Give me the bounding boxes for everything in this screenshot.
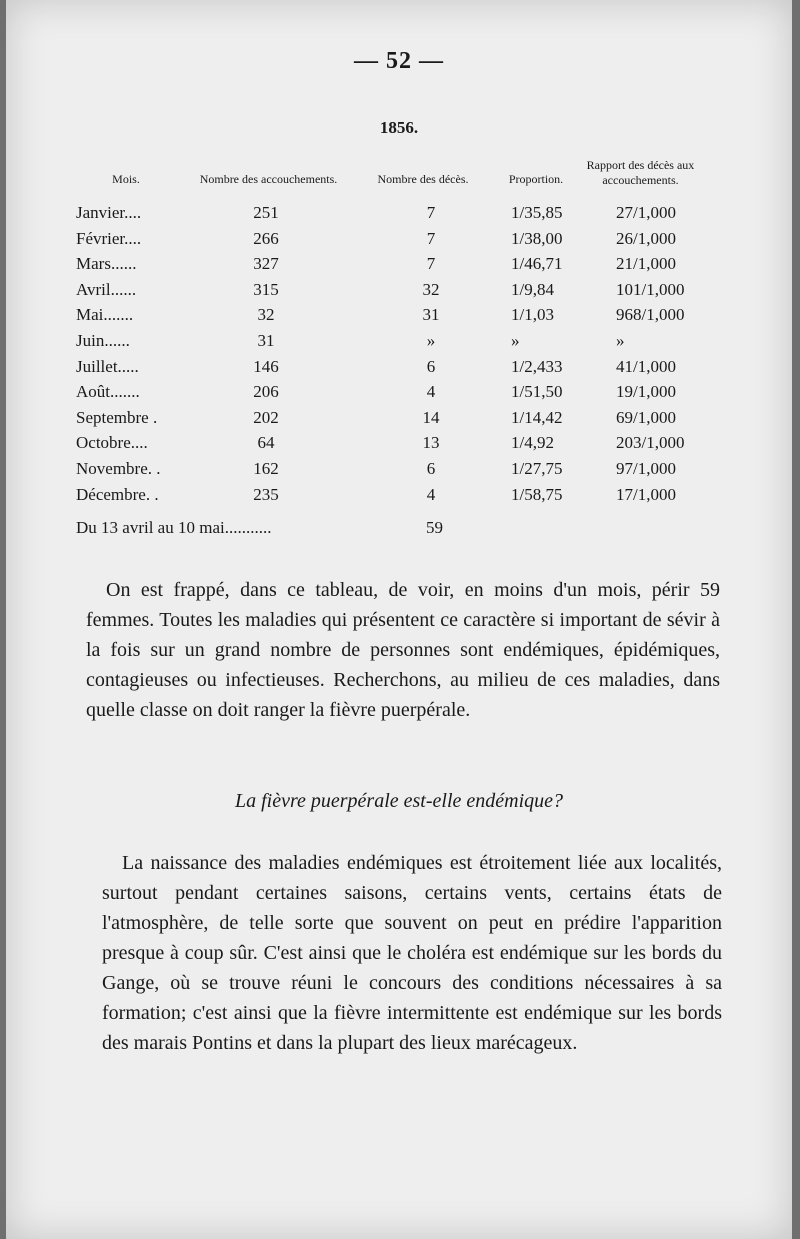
row-month: Septembre . (76, 407, 158, 427)
row-deaths: 14 (422, 407, 440, 427)
row-deaths: 4 (426, 484, 436, 504)
row-births: 235 (253, 484, 279, 504)
row-ratio: 26/1,000 (616, 228, 676, 248)
table-row (6, 408, 792, 432)
table-row (6, 382, 792, 406)
row-births: 146 (253, 356, 279, 376)
page-number: — 52 — (354, 48, 444, 74)
table-row (6, 203, 792, 227)
row-ratio: 41/1,000 (616, 356, 676, 376)
row-ratio: 968/1,000 (616, 305, 685, 325)
row-proportion: 1/51,50 (511, 382, 563, 402)
row-proportion: 1/46,71 (511, 254, 563, 274)
row-month: Février.... (76, 228, 142, 248)
row-proportion: 1/58,75 (511, 484, 563, 504)
row-month: Juin...... (76, 331, 130, 350)
row-proportion: 1/1,03 (511, 305, 554, 325)
row-proportion: 1/2,433 (511, 356, 563, 376)
row-month: Avril...... (76, 279, 137, 299)
row-deaths: 7 (426, 228, 436, 248)
row-month: Janvier.... (76, 203, 142, 222)
section-subtitle: La fièvre puerpérale est-elle endémique? (234, 790, 564, 812)
row-deaths: 31 (422, 305, 440, 325)
row-ratio: » (616, 331, 625, 350)
row-month: Novembre. . (76, 459, 161, 478)
row-ratio: 17/1,000 (616, 484, 676, 504)
row-births: 315 (253, 279, 279, 299)
paragraph-1: On est frappé, dans ce tableau, de voir, en moins d'un mois, périr 59 femmes. Toutes les maladies qui présentent ce caractère si important de sévir à la fois sur un grand nombre de personnes sont endémiques, épidémiques, contagieuses ou infectieuses. Recherchons, au milieu de ces maladies, dans quelle classe on doit ranger la fièvre puerpérale. (86, 579, 720, 721)
row-ratio: 21/1,000 (616, 254, 676, 274)
row-births: 64 (257, 433, 275, 453)
book-page (6, 0, 792, 1239)
table-row (6, 280, 792, 304)
row-month: Décembre. . (76, 484, 159, 504)
row-month: Octobre.... (76, 433, 148, 453)
row-births: 251 (253, 203, 279, 222)
row-month: Août....... (76, 382, 140, 402)
row-month: Mai....... (76, 305, 134, 325)
row-deaths: 6 (426, 356, 436, 376)
row-deaths: » (426, 331, 436, 350)
row-proportion: 1/14,42 (511, 407, 563, 427)
row-deaths: 6 (426, 459, 436, 478)
row-deaths: 7 (426, 254, 436, 274)
column-header-ratio: Rapport des décès aux accouchements. (586, 158, 695, 187)
column-header-month: Mois. (112, 172, 140, 186)
row-deaths: 13 (422, 433, 440, 453)
table-row (6, 254, 792, 278)
table-row (6, 229, 792, 253)
row-month: Juillet..... (76, 356, 139, 376)
row-proportion: 1/4,92 (511, 433, 554, 453)
column-header-proportion: Proportion. (508, 172, 564, 186)
summary-label: Du 13 avril au 10 mai........... (76, 518, 272, 537)
table-row (6, 485, 792, 509)
row-ratio: 27/1,000 (616, 203, 676, 222)
row-births: 32 (257, 305, 275, 325)
table-row (6, 459, 792, 483)
row-births: 31 (257, 331, 275, 350)
column-header-deaths: Nombre des décès. (377, 172, 469, 186)
table-row (6, 357, 792, 381)
table-row (6, 331, 792, 355)
row-proportion: 1/35,85 (511, 203, 563, 222)
row-ratio: 69/1,000 (616, 407, 676, 427)
summary-value: 59 (426, 518, 443, 537)
summary-row (76, 518, 443, 538)
row-ratio: 101/1,000 (616, 279, 685, 299)
row-births: 162 (253, 459, 279, 478)
column-header-births: Nombre des accouchements. (199, 172, 338, 186)
row-deaths: 4 (426, 382, 436, 402)
row-ratio: 97/1,000 (616, 459, 676, 478)
row-births: 202 (253, 407, 279, 427)
row-deaths: 32 (422, 279, 440, 299)
table-row (6, 433, 792, 457)
row-deaths: 7 (426, 203, 436, 222)
paragraph-2: La naissance des maladies endémiques est étroitement liée aux localités, surtout pendant certaines saisons, certains vents, certains états de l'atmosphère, de telle sorte que souvent on peut en prédire l'apparition presque à coup sûr. C'est ainsi que le choléra est endémique sur les bords du Gange, où se trouve réuni le concours des conditions nécessaires à sa formation; c'est ainsi que la fièvre intermittente est endémique sur les bords des marais Pontins et dans la plupart des lieux marécageux. (102, 852, 722, 1054)
row-births: 327 (253, 254, 279, 274)
row-month: Mars...... (76, 254, 137, 274)
row-proportion: 1/38,00 (511, 228, 563, 248)
row-births: 266 (253, 228, 279, 248)
row-births: 206 (253, 382, 279, 402)
row-proportion: » (511, 331, 520, 350)
row-proportion: 1/27,75 (511, 459, 563, 478)
row-ratio: 203/1,000 (616, 433, 685, 453)
table-row (6, 305, 792, 329)
row-proportion: 1/9,84 (511, 279, 554, 299)
row-ratio: 19/1,000 (616, 382, 676, 402)
table-year: 1856. (379, 118, 419, 137)
